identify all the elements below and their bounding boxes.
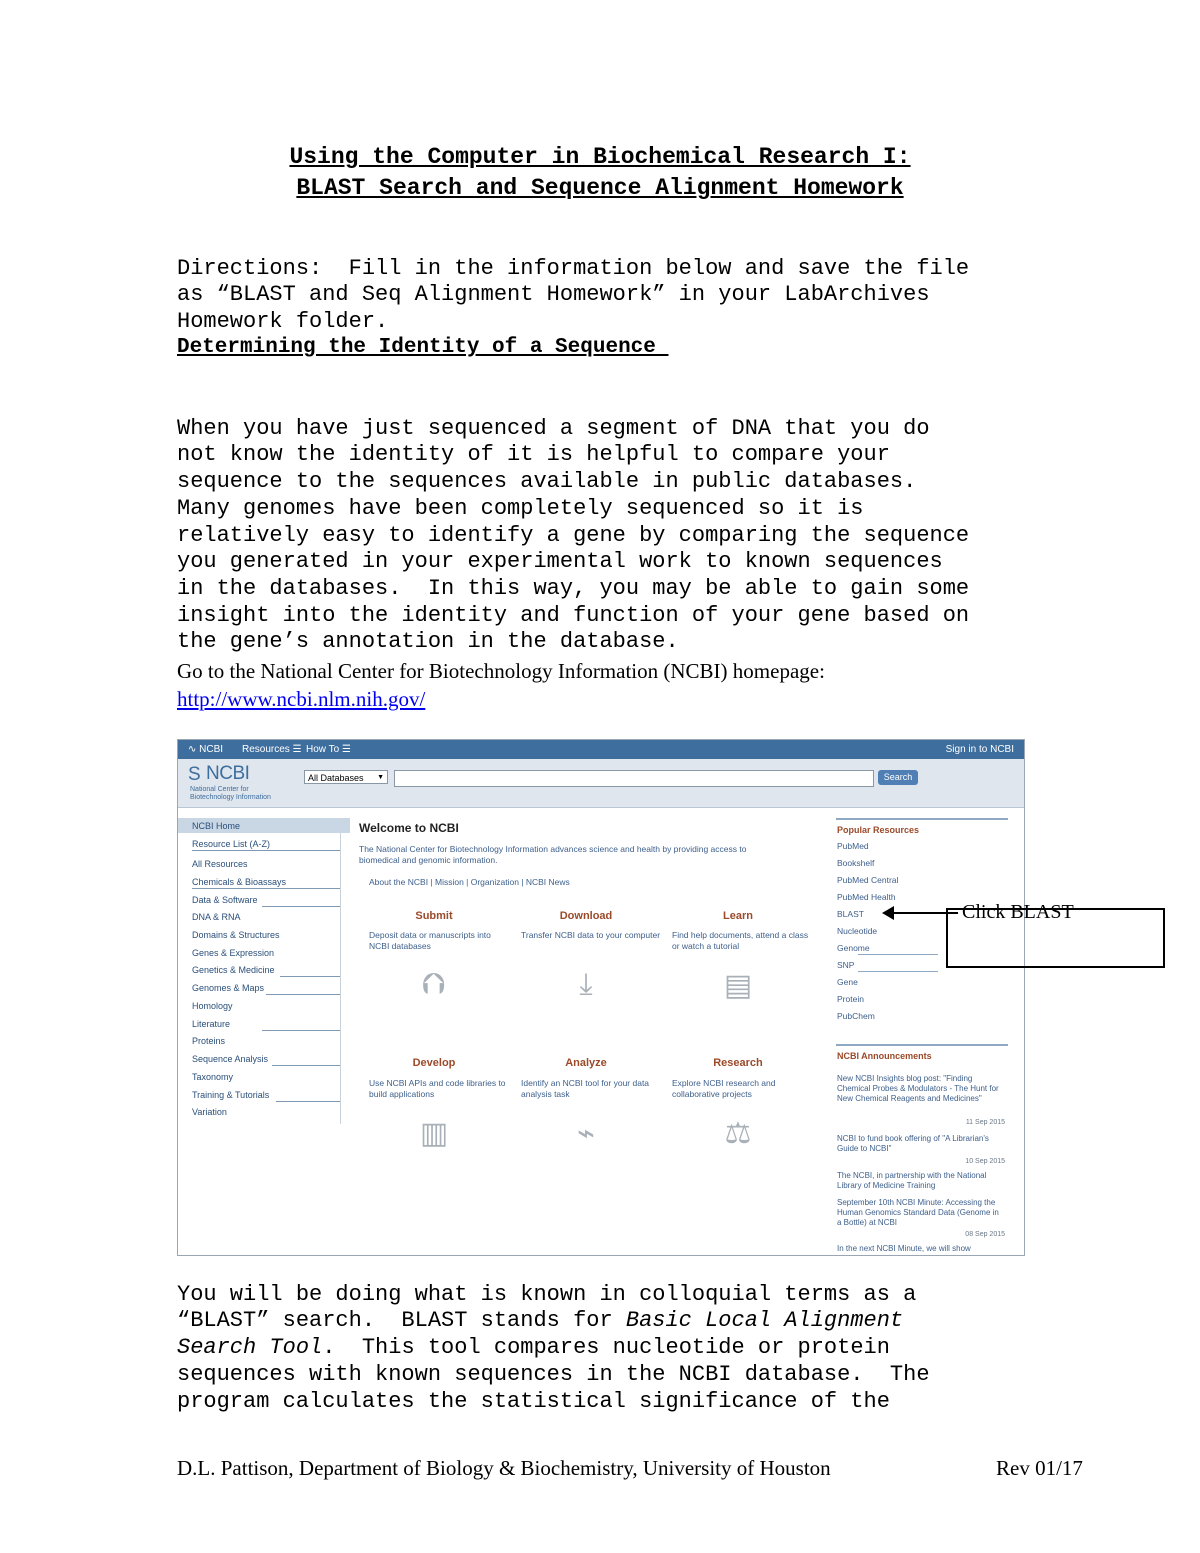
microscope-icon[interactable]: ⚖ [724, 1117, 752, 1150]
popular-item-blast[interactable]: BLAST [837, 909, 864, 919]
download-icon[interactable]: ⤓ [579, 968, 593, 1001]
database-select[interactable] [304, 770, 388, 784]
ncbi-top-bar [178, 740, 1024, 759]
tile-analyze-title[interactable]: Analyze [565, 1057, 607, 1069]
popular-item-nucleotide[interactable]: Nucleotide [837, 926, 878, 936]
nav-item-chemicals[interactable]: Chemicals & Bioassays [192, 877, 287, 887]
search-button[interactable]: Search [878, 770, 918, 785]
right-column [836, 818, 1011, 1255]
tile-learn-desc: Find help documents, attend a class or watch a tutorial [672, 930, 809, 951]
ncbi-header [178, 759, 1024, 808]
section-heading: Determining the Identity of a Sequence [177, 336, 669, 359]
database-select-value: All Databases [308, 773, 364, 783]
body-line: you generated in your experimental work to known sequences [177, 549, 943, 575]
body-line: insight into the identity and function of your gene based on [177, 602, 970, 628]
chevron-down-icon: ▼ [377, 774, 384, 781]
ncbi-topbar-logo[interactable]: ∿ NCBI [188, 744, 224, 755]
blocks-icon[interactable]: ▥ [419, 1117, 449, 1150]
body-line: When you have just sequenced a segment of DNA that you do [177, 415, 930, 441]
body-line: relatively easy to identify a gene by comparing the sequence [177, 522, 970, 548]
blast-line [177, 1335, 1057, 1362]
divider [272, 1065, 340, 1066]
body-line: Many genomes have been completely sequenced so it is [177, 495, 864, 521]
divider [858, 954, 938, 955]
divider [858, 971, 938, 972]
popular-item-snp[interactable]: SNP [837, 960, 855, 970]
blast-line: You will be doing what is known in colloquial terms as a [177, 1281, 917, 1307]
book-icon[interactable]: ▤ [723, 969, 753, 1002]
popular-item-bookshelf[interactable]: Bookshelf [837, 858, 875, 868]
nav-item-genes[interactable]: Genes & Expression [192, 948, 275, 958]
ncbi-logo-text[interactable]: NCBI [206, 763, 250, 784]
announcement-date: 11 Sep 2015 [965, 1119, 1005, 1126]
directions-line: as “BLAST and Seq Alignment Homework” in your LabArchives [177, 282, 930, 308]
tile-download-title[interactable]: Download [559, 910, 613, 922]
divider [280, 976, 340, 977]
nav-item-all-resources[interactable]: All Resources [192, 859, 248, 869]
blast-line: program calculates the statistical significance of the [177, 1388, 890, 1414]
announcement-item[interactable]: September 10th NCBI Minute: Accessing the Human Genomics Standard Data (Genome in a Bottle) at NCBI [837, 1198, 999, 1227]
announcement-item[interactable]: NCBI to fund book offering of "A Librarian's Guide to NCBI" [837, 1134, 989, 1153]
announcement-date: 10 Sep 2015 [965, 1158, 1005, 1165]
tile-download-desc: Transfer NCBI data to your computer [521, 930, 661, 940]
document-title-line1: Using the Computer in Biochemical Research I: [289, 144, 911, 170]
ncbi-logo-subtitle: National Center for Biotechnology Information [190, 786, 271, 801]
tile-learn-title[interactable]: Learn [723, 910, 753, 922]
announcements-heading: NCBI Announcements [837, 1051, 932, 1061]
body-line: the gene’s annotation in the database. [177, 629, 679, 655]
nav-item-data-software[interactable]: Data & Software [192, 895, 258, 905]
blast-acronym-italic: Search Tool [177, 1335, 323, 1361]
upload-icon[interactable]: ⮉ [422, 968, 446, 1001]
directions-line: Homework folder. [177, 309, 389, 335]
announcement-item[interactable]: In the next NCBI Minute, we will show [837, 1244, 971, 1253]
body-line: in the databases. In this way, you may be able to gain some [177, 575, 970, 601]
popular-item-pmc[interactable]: PubMed Central [837, 875, 899, 885]
nav-item-genomes[interactable]: Genomes & Maps [192, 983, 265, 993]
document-title-line2: BLAST Search and Sequence Alignment Homework [296, 175, 904, 201]
nav-item-resource-list[interactable]: Resource List (A-Z) [192, 839, 271, 849]
divider [276, 1101, 340, 1102]
tile-research-title[interactable]: Research [713, 1057, 763, 1069]
footer-author: D.L. Pattison, Department of Biology & Biochemistry, University of Houston [177, 1456, 831, 1480]
popular-item-protein[interactable]: Protein [837, 994, 864, 1004]
ncbi-homepage-link[interactable]: http://www.ncbi.nlm.nih.gov/ [177, 687, 426, 711]
resources-menu[interactable]: Resources ☰ [242, 744, 302, 755]
nav-item-domains[interactable]: Domains & Structures [192, 930, 280, 940]
popular-item-pubmed-health[interactable]: PubMed Health [837, 892, 896, 902]
blast-line: sequences with known sequences in the NCBI database. The [177, 1361, 930, 1387]
divider [836, 818, 1008, 820]
nav-item-homology[interactable]: Homology [192, 1001, 233, 1011]
nav-item-training[interactable]: Training & Tutorials [192, 1090, 270, 1100]
popular-item-genome[interactable]: Genome [837, 943, 870, 953]
ncbi-logo-mark: S [188, 764, 201, 785]
tile-develop-desc: Use NCBI APIs and code libraries to build applications [369, 1078, 506, 1099]
body-line: sequence to the sequences available in public databases. [177, 469, 917, 495]
popular-item-pubchem[interactable]: PubChem [837, 1011, 875, 1021]
tile-research-desc: Explore NCBI research and collaborative projects [672, 1078, 776, 1099]
nav-item-genetics[interactable]: Genetics & Medicine [192, 965, 275, 975]
body-paragraph [177, 389, 1057, 683]
nav-item-dna-rna[interactable]: DNA & RNA [192, 912, 241, 922]
left-navigation [178, 818, 341, 1124]
welcome-links[interactable]: About the NCBI | Mission | Organization | NCBI News [369, 877, 570, 887]
welcome-title: Welcome to NCBI [359, 821, 459, 835]
tile-develop-title[interactable]: Develop [412, 1057, 456, 1069]
body-line: not know the identity of it is helpful to compare your [177, 442, 890, 468]
divider [836, 1044, 1008, 1046]
directions-line: Directions: Fill in the information below and save the file [177, 255, 970, 281]
footer-revision: Rev 01/17 [996, 1456, 1083, 1480]
divider [262, 906, 340, 907]
nav-item-sequence-analysis[interactable]: Sequence Analysis [192, 1054, 269, 1064]
tile-analyze-desc: Identify an NCBI tool for your data analysis task [521, 1078, 650, 1099]
howto-menu[interactable]: How To ☰ [306, 744, 351, 755]
popular-item-gene[interactable]: Gene [837, 977, 858, 987]
ncbi-intro-text: Go to the National Center for Biotechnology Information (NCBI) homepage: [177, 659, 825, 683]
tile-submit-title[interactable]: Submit [415, 910, 453, 922]
announcement-item[interactable]: New NCBI Insights blog post: "Finding Chemical Probes & Modulators - The Hunt for New Chemical Reagents and Medicines" [837, 1074, 999, 1103]
announcement-date: 08 Sep 2015 [965, 1231, 1005, 1238]
divider [266, 994, 340, 995]
popular-item-pubmed[interactable]: PubMed [837, 841, 869, 851]
callout-text: Click BLAST [962, 901, 1074, 923]
tile-submit-desc: Deposit data or manuscripts into NCBI databases [369, 930, 491, 951]
nav-item-ncbi-home[interactable]: NCBI Home [192, 821, 241, 831]
nav-item-variation[interactable]: Variation [192, 1107, 227, 1117]
search-input[interactable] [394, 770, 874, 787]
blast-acronym-italic: Basic Local Alignment [625, 1308, 904, 1334]
announcement-item[interactable]: The NCBI, in partnership with the National Library of Medicine Training [837, 1171, 987, 1190]
chart-icon[interactable]: ⌁ [576, 1117, 596, 1150]
divider [192, 850, 340, 851]
welcome-description: The National Center for Biotechnology Information advances science and health by providing access to biomedical and genomic information. [359, 844, 747, 865]
nav-item-taxonomy[interactable]: Taxonomy [192, 1072, 234, 1082]
blast-explanation-paragraph [177, 1255, 1057, 1442]
popular-resources-heading: Popular Resources [837, 825, 920, 835]
ncbi-homepage-screenshot [177, 739, 1025, 1256]
sign-in-link[interactable]: Sign in to NCBI [945, 744, 1014, 755]
divider [262, 1030, 340, 1031]
divider [192, 888, 340, 889]
blast-text: “BLAST” search. BLAST stands for [177, 1308, 626, 1334]
nav-item-proteins[interactable]: Proteins [192, 1036, 226, 1046]
blast-line [177, 1308, 1057, 1335]
nav-item-literature[interactable]: Literature [192, 1019, 231, 1029]
blast-text: . This tool compares nucleotide or protein [322, 1335, 890, 1361]
